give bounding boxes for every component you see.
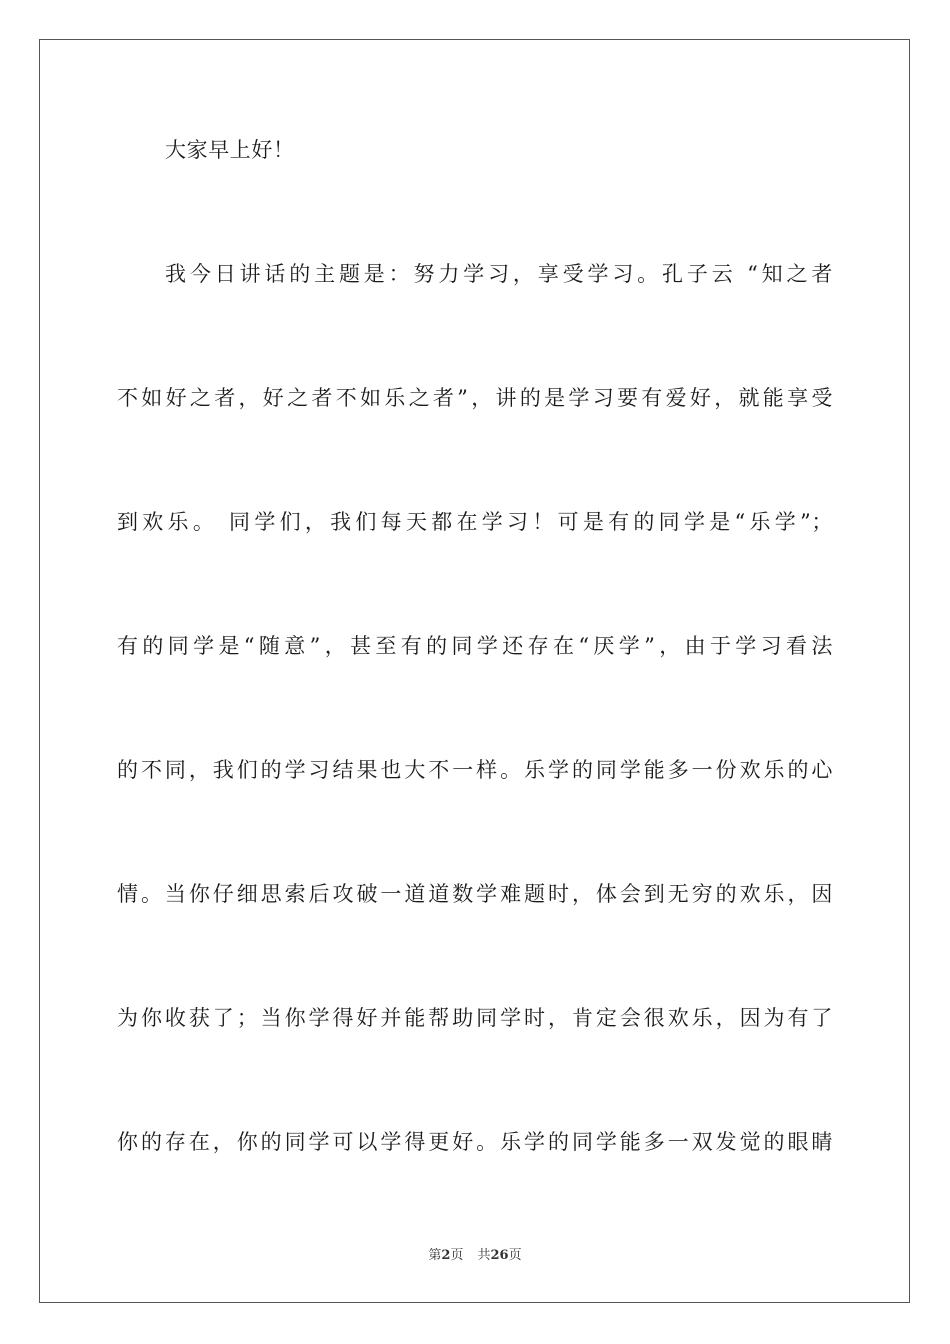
- paragraph-line-3: 到欢乐。 同学们，我们每天都在学习！可是有的同学是“乐学”；: [117, 510, 833, 534]
- page-suffix: 页: [450, 1248, 464, 1263]
- page-number: 2: [441, 1248, 451, 1263]
- paragraph-line-4: 有的同学是“随意”，甚至有的同学还存在“厌学”，由于学习看法: [117, 634, 833, 658]
- total-suffix: 页: [508, 1248, 522, 1263]
- total-prefix: 共: [477, 1248, 491, 1263]
- paragraph-line-7: 为你收获了；当你学得好并能帮助同学时，肯定会很欢乐，因为有了: [117, 1006, 833, 1030]
- paragraph-line-2: 不如好之者，好之者不如乐之者”，讲的是学习要有爱好，就能享受: [117, 386, 833, 410]
- greeting-line: 大家早上好！: [165, 138, 295, 162]
- page-prefix: 第: [428, 1248, 442, 1263]
- paragraph-line-8: 你的存在，你的同学可以学得更好。乐学的同学能多一双发觉的眼睛: [117, 1130, 833, 1154]
- paragraph-line-6: 情。当你仔细思索后攻破一道道数学难题时，体会到无穷的欢乐，因: [117, 882, 833, 906]
- page-border: [39, 39, 910, 1303]
- paragraph-line-5: 的不同，我们的学习结果也大不一样。乐学的同学能多一份欢乐的心: [117, 758, 833, 782]
- total-pages: 26: [490, 1248, 509, 1263]
- page-footer: [0, 1247, 950, 1265]
- paragraph-line-1: 我今日讲话的主题是：努力学习，享受学习。孔子云 “知之者: [165, 262, 833, 286]
